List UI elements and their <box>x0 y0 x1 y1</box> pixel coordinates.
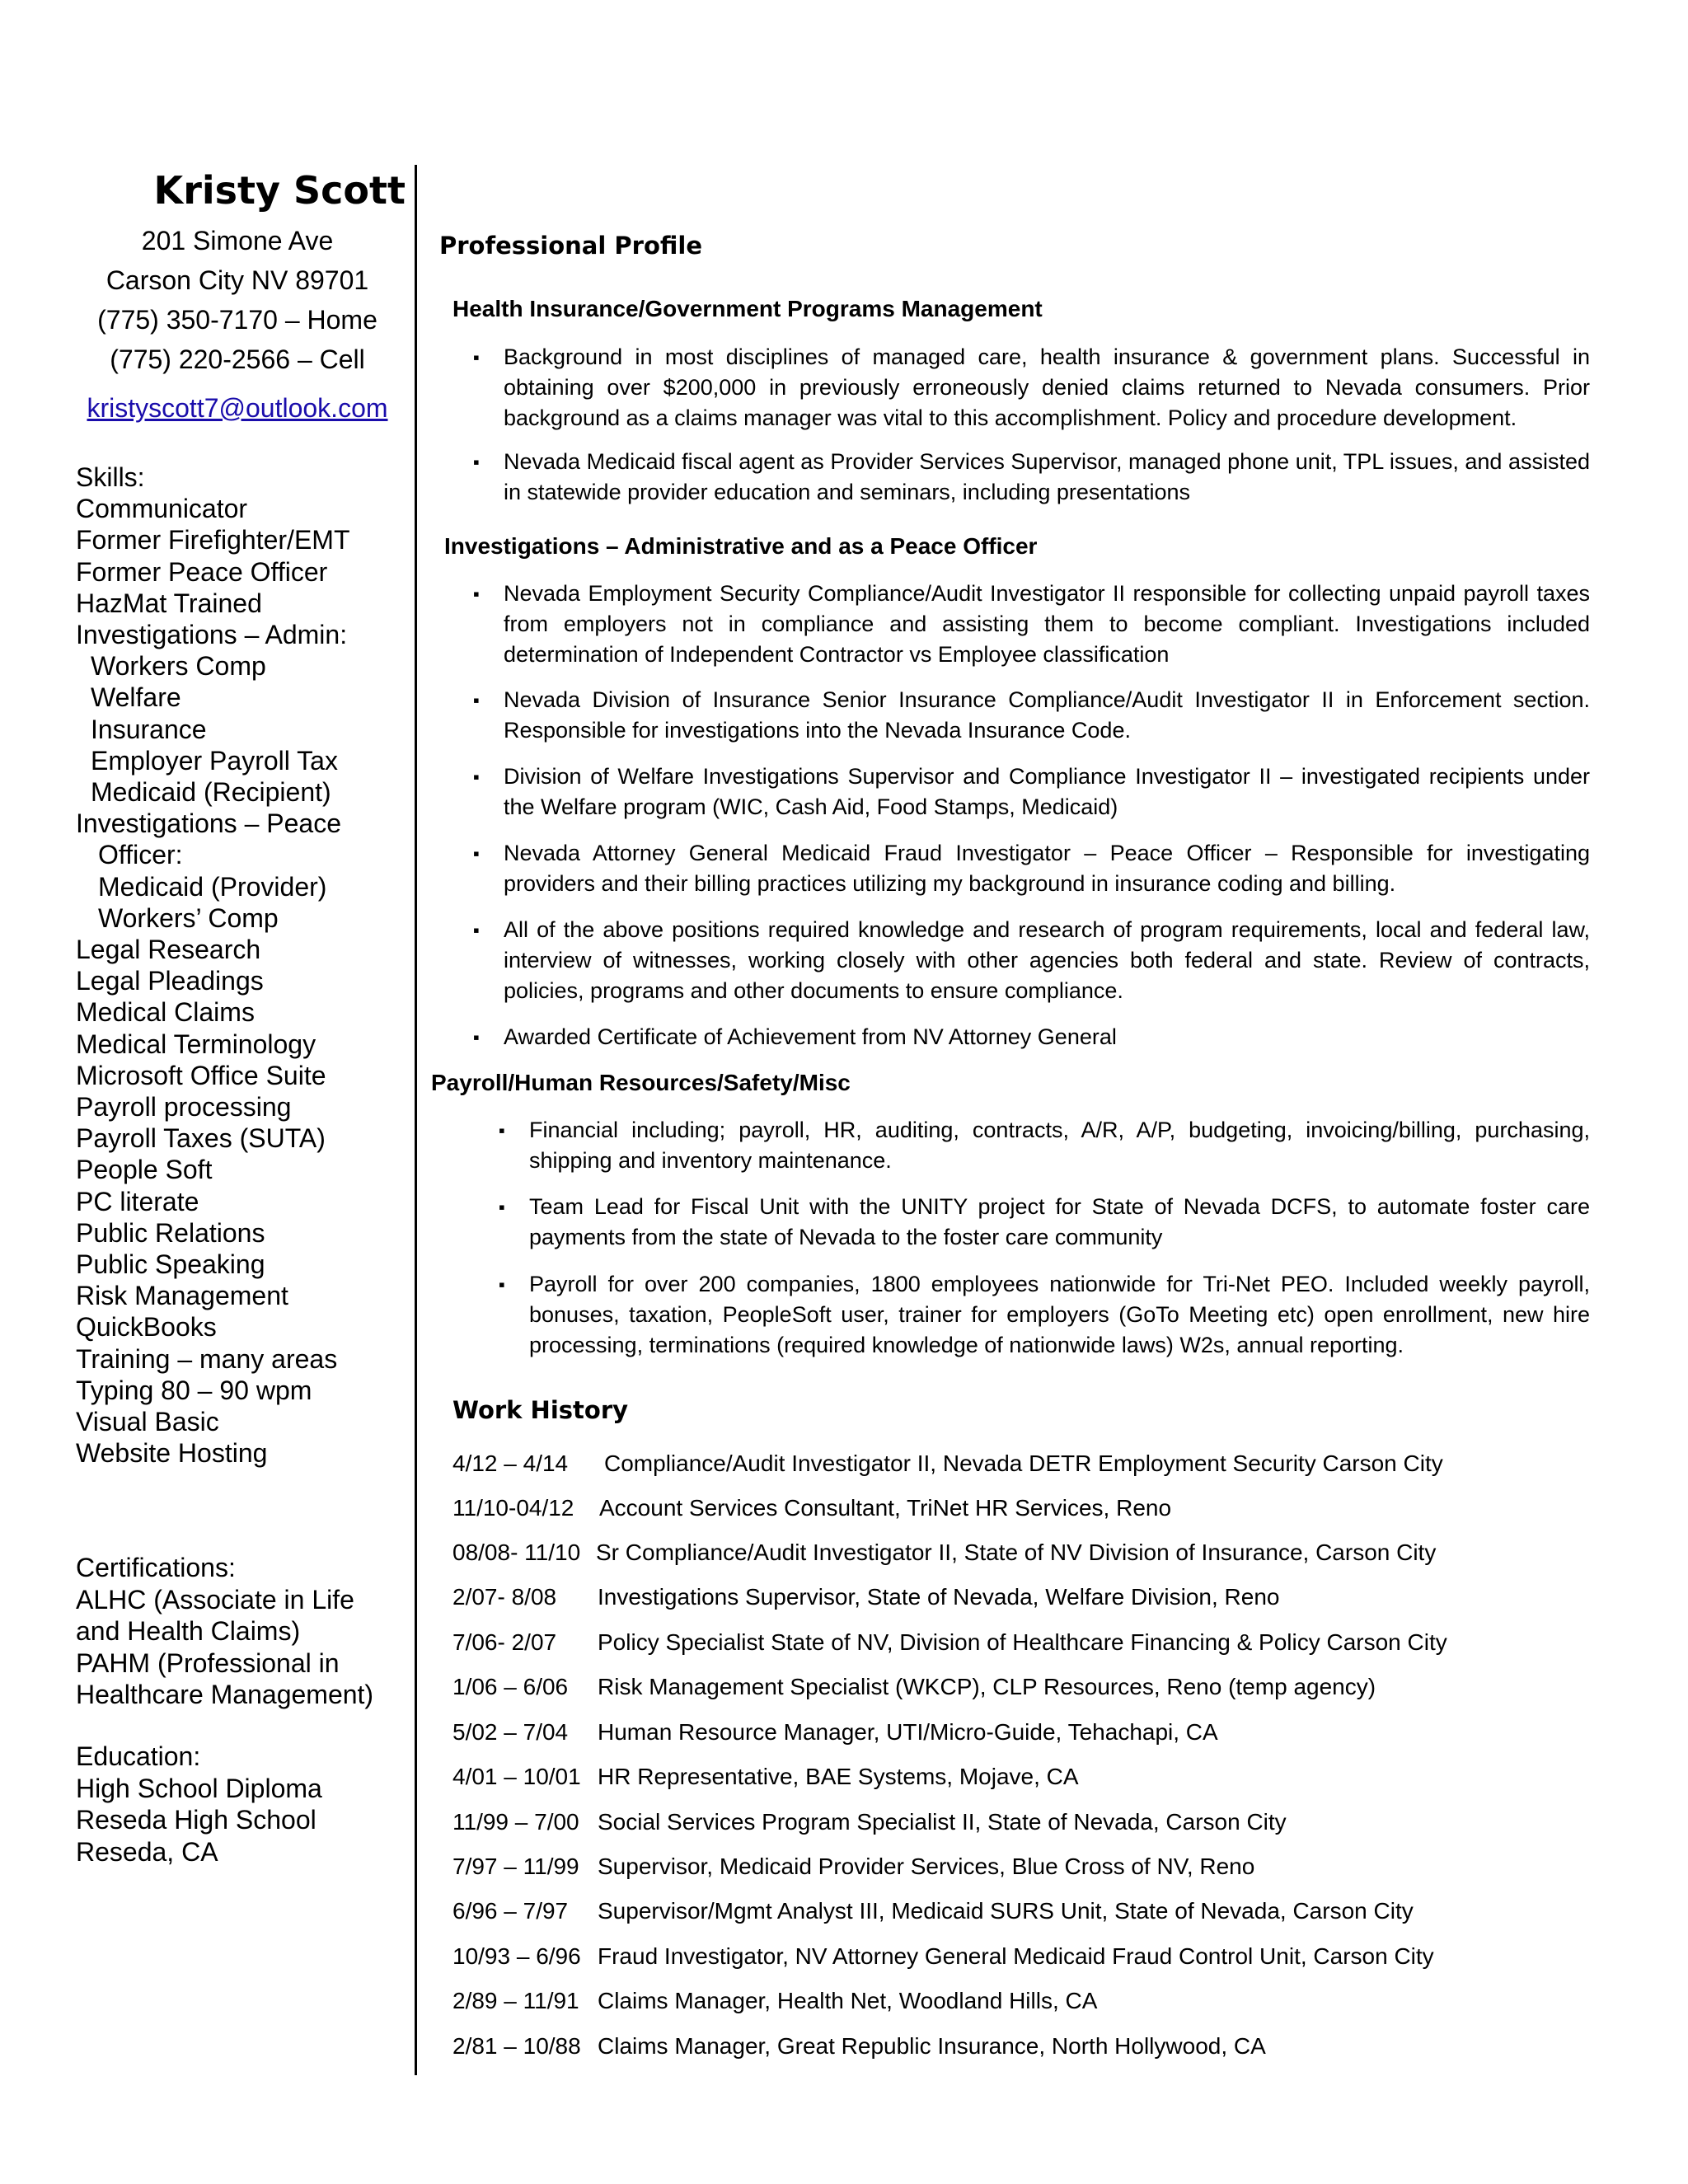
work-desc: Fraud Investigator, NV Attorney General Medicaid Fraud Control Unit, Carson City <box>598 1943 1434 1969</box>
work-history-row <box>452 1628 1447 1657</box>
work-date: 2/81 – 10/88 <box>452 2033 581 2059</box>
skills-label: Skills: <box>76 462 145 492</box>
work-date: 11/99 – 7/00 <box>452 1809 579 1835</box>
skill-subitem: Workers’ Comp <box>98 902 279 933</box>
skill-subitem: Medicaid (Recipient) <box>91 777 331 808</box>
work-desc: Supervisor/Mgmt Analyst III, Medicaid SURS Unit, State of Nevada, Carson City <box>598 1898 1414 1924</box>
work-history-row <box>452 1942 1434 1971</box>
work-desc: Sr Compliance/Audit Investigator II, State of NV Division of Insurance, Carson City <box>596 1540 1437 1565</box>
work-date: 4/01 – 10/01 <box>452 1764 581 1789</box>
skill-item: Training – many areas <box>76 1343 338 1374</box>
certifications-label: Certifications: <box>76 1553 236 1582</box>
education-line: High School Diploma <box>76 1773 322 1803</box>
skill-item: Payroll processing <box>76 1092 292 1122</box>
skill-item: Legal Research <box>76 935 261 965</box>
skill-item: Medical Claims <box>76 997 255 1028</box>
certification-line: and Health Claims) <box>76 1616 301 1646</box>
skill-item: Typing 80 – 90 wpm <box>76 1375 312 1405</box>
work-date: 5/02 – 7/04 <box>452 1719 569 1745</box>
work-desc: Account Services Consultant, TriNet HR Services, Reno <box>599 1495 1172 1521</box>
skill-item: Communicator <box>76 494 248 524</box>
work-history-row <box>452 1718 1218 1747</box>
skill-item: Visual Basic <box>76 1407 219 1437</box>
profile-title: Professional Profile <box>439 232 702 260</box>
section-heading-payroll: Payroll/Human Resources/Safety/Misc <box>431 1070 851 1095</box>
profile-bullet: ▪ Awarded Certificate of Achievement from NV Attorney General <box>504 1022 1590 1052</box>
work-desc: Human Resource Manager, UTI/Micro-Guide, Tehachapi, CA <box>598 1719 1218 1745</box>
skill-item: Medical Terminology <box>76 1029 316 1059</box>
section-heading-health: Health Insurance/Government Programs Management <box>452 296 1043 321</box>
skill-item: Website Hosting <box>76 1438 268 1469</box>
skill-item: Public Relations <box>76 1217 265 1248</box>
skill-item: PC literate <box>76 1186 199 1216</box>
profile-bullet: ▪ Background in most disciplines of managed care, health insurance & government plans. Successful in obtaining over $200,000 in previously erroneously denied claims returned to Nevada consumers. Prior background as a claims manager was vital to this accomplishment. Policy and procedure development. <box>504 342 1590 434</box>
address-line-1: 201 Simone Ave <box>141 226 334 255</box>
work-history-row <box>452 1986 1098 2016</box>
work-desc: HR Representative, BAE Systems, Mojave, CA <box>598 1764 1079 1789</box>
skill-item: Public Speaking <box>76 1249 265 1280</box>
skills-list <box>76 462 406 1469</box>
skill-item: Former Firefighter/EMT <box>76 525 350 555</box>
phone-cell: (775) 220-2566 – Cell <box>110 344 365 374</box>
work-date: 11/10-04/12 <box>452 1495 574 1521</box>
skill-item: People Soft <box>76 1155 213 1185</box>
certifications <box>76 1552 406 1711</box>
certification-line: Healthcare Management) <box>76 1680 374 1709</box>
work-date: 4/12 – 4/14 <box>452 1451 569 1476</box>
work-date: 08/08- 11/10 <box>452 1540 581 1565</box>
skill-subitem: Workers Comp <box>91 651 266 682</box>
work-desc: Supervisor, Medicaid Provider Services, Blue Cross of NV, Reno <box>598 1854 1255 1879</box>
skill-subitem: Welfare <box>91 682 181 713</box>
work-date: 1/06 – 6/06 <box>452 1674 569 1699</box>
profile-bullet: ▪ Financial including; payroll, HR, auditing, contracts, A/R, A/P, budgeting, invoicing/billing, purchasing, shipping and inventory maintenance. <box>529 1115 1590 1176</box>
work-history-row <box>452 1538 1437 1568</box>
section-heading-investigations: Investigations – Administrative and as a Peace Officer <box>444 533 1038 559</box>
work-history-row <box>452 1852 1255 1882</box>
profile-bullet: ▪ Nevada Employment Security Compliance/Audit Investigator II responsible for collecting unpaid payroll taxes from employers not in compliance and assisting them to become compliant. Investigations included determination of Independent Contractor vs Employee classification <box>504 579 1590 670</box>
work-date: 7/97 – 11/99 <box>452 1854 579 1879</box>
skill-item: Investigations – Admin: <box>76 620 348 650</box>
work-date: 6/96 – 7/97 <box>452 1898 569 1924</box>
skill-item: Former Peace Officer <box>76 556 328 587</box>
skill-item: HazMat Trained <box>76 588 262 618</box>
profile-bullet: ▪ Division of Welfare Investigations Supervisor and Compliance Investigator II – investigated recipients under the Welfare program (WIC, Cash Aid, Food Stamps, Medicaid) <box>504 762 1590 823</box>
skill-subitem: Medicaid (Provider) <box>98 871 327 902</box>
work-history-row <box>452 1493 1172 1523</box>
skill-item: QuickBooks <box>76 1312 217 1343</box>
profile-bullet: ▪ Nevada Medicaid fiscal agent as Provider Services Supervisor, managed phone unit, TPL issues, and assisted in statewide provider education and seminars, including presentations <box>504 447 1590 508</box>
work-history-row <box>452 1449 1443 1479</box>
profile-bullet: ▪ Team Lead for Fiscal Unit with the UNITY project for State of Nevada DCFS, to automate foster care payments from the state of Nevada to the foster care community <box>529 1192 1590 1253</box>
profile-bullet: ▪ Nevada Attorney General Medicaid Fraud Investigator – Peace Officer – Responsible for investigating providers and their billing practices utilizing my background in insurance coding and billing. <box>504 838 1590 899</box>
work-desc: Compliance/Audit Investigator II, Nevada DETR Employment Security Carson City <box>604 1451 1443 1476</box>
education-line: Reseda High School <box>76 1805 316 1835</box>
skill-item: Investigations – Peace <box>76 808 341 839</box>
skill-subitem: Insurance <box>91 714 207 744</box>
work-history-title: Work History <box>452 1396 629 1424</box>
profile-bullet: ▪ All of the above positions required knowledge and research of program requirements, local and federal law, interview of witnesses, working closely with other agencies both federal and state. Review of contracts, policies, programs and other documents to ensure compliance. <box>504 915 1590 1006</box>
education-line: Reseda, CA <box>76 1836 218 1867</box>
work-history-row <box>452 1762 1079 1792</box>
work-date: 2/07- 8/08 <box>452 1584 557 1610</box>
work-date: 2/89 – 11/91 <box>452 1988 579 2013</box>
work-desc: Social Services Program Specialist II, State of Nevada, Carson City <box>598 1809 1287 1835</box>
work-date: 7/06- 2/07 <box>452 1629 557 1655</box>
work-desc: Policy Specialist State of NV, Division of Healthcare Financing & Policy Carson City <box>598 1629 1447 1655</box>
work-history-row <box>452 1672 1376 1702</box>
certification-line: ALHC (Associate in Life <box>76 1584 354 1615</box>
column-divider <box>415 165 417 2075</box>
email-link[interactable] <box>76 391 399 424</box>
work-history-row <box>452 1896 1414 1926</box>
address-line-2: Carson City NV 89701 <box>106 265 369 295</box>
skill-subitem: Employer Payroll Tax <box>91 745 338 776</box>
skill-item: Microsoft Office Suite <box>76 1060 326 1090</box>
skill-subitem: Officer: <box>98 840 183 870</box>
skill-item: Risk Management <box>76 1281 288 1311</box>
work-desc: Claims Manager, Health Net, Woodland Hills, CA <box>598 1988 1098 2013</box>
skill-item: Payroll Taxes (SUTA) <box>76 1123 326 1154</box>
work-date: 10/93 – 6/96 <box>452 1943 581 1969</box>
work-history-row <box>452 1582 1280 1612</box>
work-history-row <box>452 1807 1287 1837</box>
work-desc: Claims Manager, Great Republic Insurance, North Hollywood, CA <box>598 2033 1266 2059</box>
education <box>76 1741 406 1868</box>
email-text[interactable]: kristyscott7@outlook.com <box>87 393 388 423</box>
phone-home: (775) 350-7170 – Home <box>97 305 377 335</box>
education-label: Education: <box>76 1741 201 1771</box>
applicant-name: Kristy Scott <box>153 168 406 213</box>
profile-bullet: ▪ Nevada Division of Insurance Senior Insurance Compliance/Audit Investigator II in Enforcement section. Responsible for investigations into the Nevada Insurance Code. <box>504 685 1590 746</box>
work-desc: Investigations Supervisor, State of Nevada, Welfare Division, Reno <box>598 1584 1280 1610</box>
work-history-row <box>452 2032 1266 2061</box>
certification-line: PAHM (Professional in <box>76 1647 340 1678</box>
skill-item: Legal Pleadings <box>76 966 264 996</box>
profile-bullet: ▪ Payroll for over 200 companies, 1800 employees nationwide for Tri-Net PEO. Included weekly payroll, bonuses, taxation, PeopleSoft user, trainer for employers (GoTo Meeting etc) open enrollment, new hire processing, terminations (required knowledge of nationwide laws) W2s, annual reporting. <box>529 1269 1590 1361</box>
work-desc: Risk Management Specialist (WKCP), CLP Resources, Reno (temp agency) <box>598 1674 1376 1699</box>
